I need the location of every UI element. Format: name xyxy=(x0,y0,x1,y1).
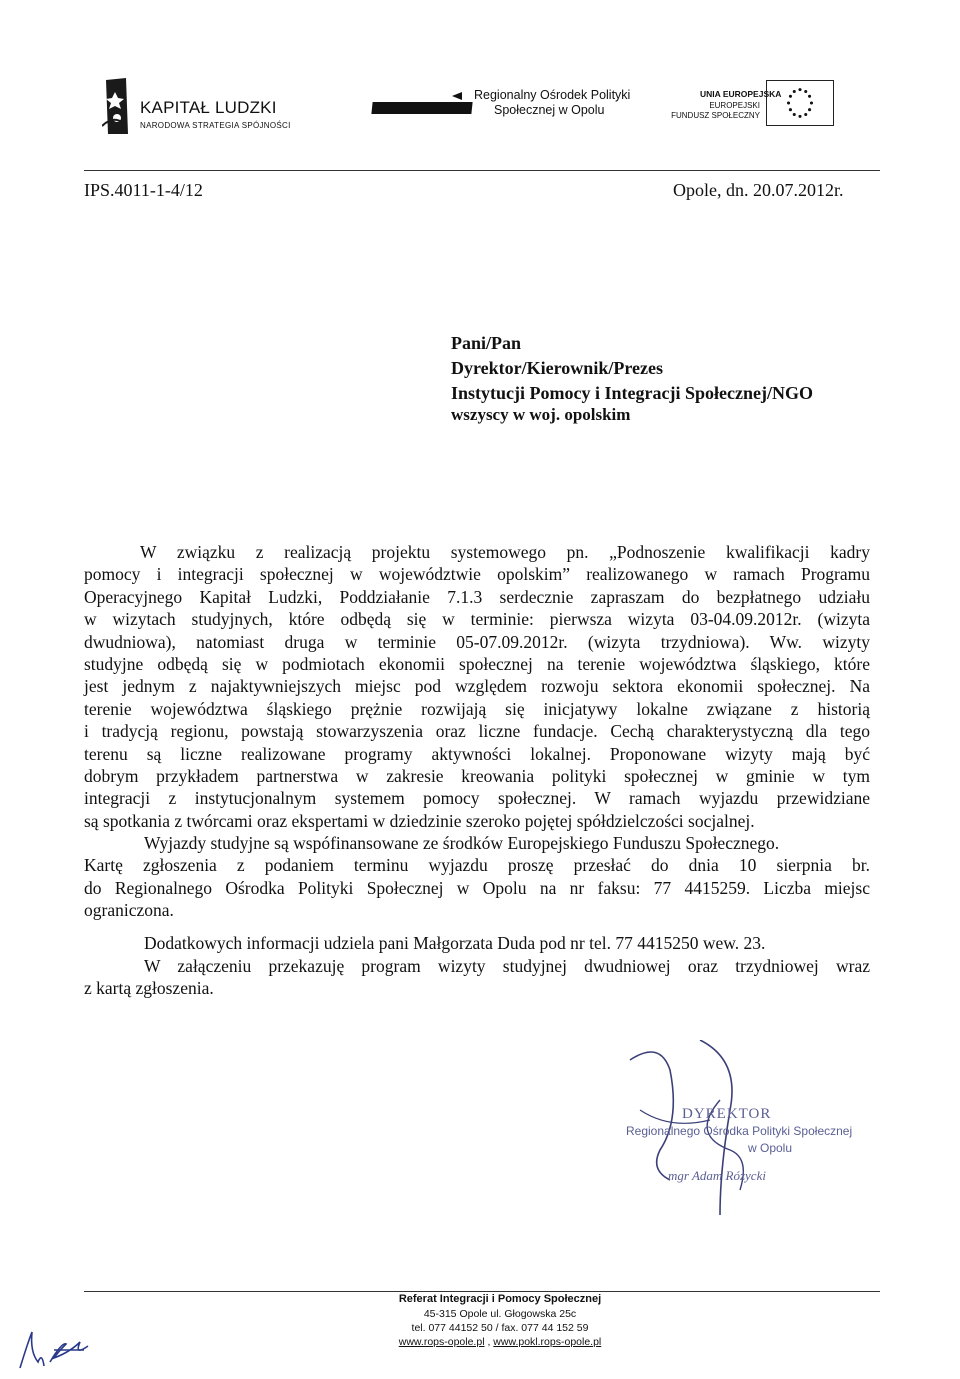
handwritten-initials-icon xyxy=(14,1322,94,1372)
eu-fund-line1: EUROPEJSKI xyxy=(709,101,760,110)
rops-name-line2: Społecznej w Opolu xyxy=(494,103,605,117)
body-paragraph xyxy=(84,832,870,922)
rops-name-line1: Regionalny Ośrodek Polityki xyxy=(474,88,631,102)
body-line: i tradycją regionu, powstają stowarzyszenia oraz liczne fundacje. Cechą charakterystyczną dla tego xyxy=(84,721,870,742)
addressee-line: Instytucji Pomocy i Integracji Społecznej/NGO xyxy=(451,383,813,403)
footer-phones: tel. 077 44152 50 / fax. 077 44 152 59 xyxy=(411,1322,589,1334)
body-line: do Regionalnego Ośrodka Polityki Społecznej w Opolu na nr faksu: 77 4415259. Liczba miejsc xyxy=(84,877,870,898)
website-link[interactable]: www.pokl.rops-opole.pl xyxy=(493,1336,602,1348)
body-line: dobrym przykładem partnerstwa w zakresie kreowania polityki społecznej w gminie w tym xyxy=(84,765,870,786)
website-separator: , xyxy=(484,1336,494,1348)
body-line: W załączeniu przekazuję program wizyty studyjnej dwudniowej oraz trzydniowej wraz xyxy=(144,956,870,976)
stamp-city: w Opolu xyxy=(748,1141,793,1155)
body-line: terenie województwa śląskiego prężnie rozwijają się inicjatywy lokalne związane z historią xyxy=(84,698,870,719)
letter-date: Opole, dn. 20.07.2012r. xyxy=(673,180,844,200)
body-line: Wyjazdy studyjne są wspófinansowane ze środków Europejskiego Funduszu Społecznego. xyxy=(144,833,780,853)
addressee-line: Pani/Pan xyxy=(451,333,522,353)
ropo-logo-icon xyxy=(452,92,462,100)
header-divider xyxy=(84,170,880,171)
kapital-ludzki-logo-icon xyxy=(102,76,132,136)
body-line: terenu są liczne realizowane programy aktywności lokalnej. Proponowane wizyty mają być xyxy=(84,743,870,764)
body-paragraph xyxy=(84,932,870,954)
stamp-institution: Regionalnego Ośrodka Polityki Społecznej xyxy=(626,1124,853,1138)
kapital-ludzki-subtitle: NARODOWA STRATEGIA SPÓJNOŚCI xyxy=(140,121,291,130)
body-line: Kartę zgłoszenia z podaniem terminu wyjazdu proszę przesłać do dnia 10 sierpnia br. xyxy=(84,855,870,876)
footer-websites xyxy=(300,1336,700,1348)
footer-address: 45-315 Opole ul. Głogowska 25c xyxy=(423,1308,577,1320)
kapital-ludzki-title: KAPITAŁ LUDZKI xyxy=(140,98,277,117)
body-line: w wizytach studyjnych, które odbędą się w terminie: pierwsza wizyta 03-04.09.2012r. (wizyta xyxy=(84,609,870,630)
addressee-line: Dyrektor/Kierownik/Prezes xyxy=(451,358,663,378)
footer-divider xyxy=(84,1291,880,1292)
body-line: pomocy i integracji społecznej w województwie opolskim” realizowanego w ramach Programu xyxy=(84,564,870,585)
eu-label: UNIA EUROPEJSKA xyxy=(700,89,782,99)
eu-fund-line2: FUNDUSZ SPOŁECZNY xyxy=(671,111,760,120)
body-line: z kartą zgłoszenia. xyxy=(84,978,214,999)
website-link[interactable]: www.rops-opole.pl xyxy=(398,1336,485,1348)
body-line: ograniczona. xyxy=(84,900,174,921)
addressee-line: wszyscy w woj. opolskim xyxy=(451,405,631,424)
footer-office: Referat Integracji i Pomocy Społecznej xyxy=(398,1293,602,1305)
body-line: integracji z instytucjonalnym systemem pomocy społecznej. W ramach wyjazdu przewidziane xyxy=(84,788,870,809)
reference-number: IPS.4011-1-4/12 xyxy=(84,180,203,200)
stamp-title: DYREKTOR xyxy=(682,1106,772,1122)
body-paragraph xyxy=(84,955,870,1000)
stamp-signatory: mgr Adam Różycki xyxy=(668,1168,766,1183)
body-line: Operacyjnego Kapitał Ludzki, Poddziałanie 7.1.3 serdecznie zapraszam do bezpłatnego udziału xyxy=(84,586,870,607)
redacted-logo-mark xyxy=(371,102,472,114)
body-line: studyjne odbędą się w podmiotach ekonomii społecznej na terenie województwa śląskiego, które xyxy=(84,653,870,674)
body-line: dwudniowa), natomiast druga w terminie 05-07.09.2012r. (wizyta trzydniowa). Ww. wizyty xyxy=(84,631,870,652)
eu-flag-icon xyxy=(766,80,834,126)
body-paragraph xyxy=(84,541,870,832)
body-line: są spotkania z twórcami oraz ekspertami w dziedzinie szeroko pojętej spółdzielczości socjalnej. xyxy=(84,810,755,831)
body-line: Dodatkowych informacji udziela pani Małgorzata Duda pod nr tel. 77 4415250 wew. 23. xyxy=(144,933,766,953)
body-line: W związku z realizacją projektu systemowego pn. „Podnoszenie kwalifikacji kadry xyxy=(140,542,870,562)
body-line: jest jednym z najaktywniejszych miejsc pod względem rozwoju sektora ekonomii społecznej. Na xyxy=(84,676,870,697)
